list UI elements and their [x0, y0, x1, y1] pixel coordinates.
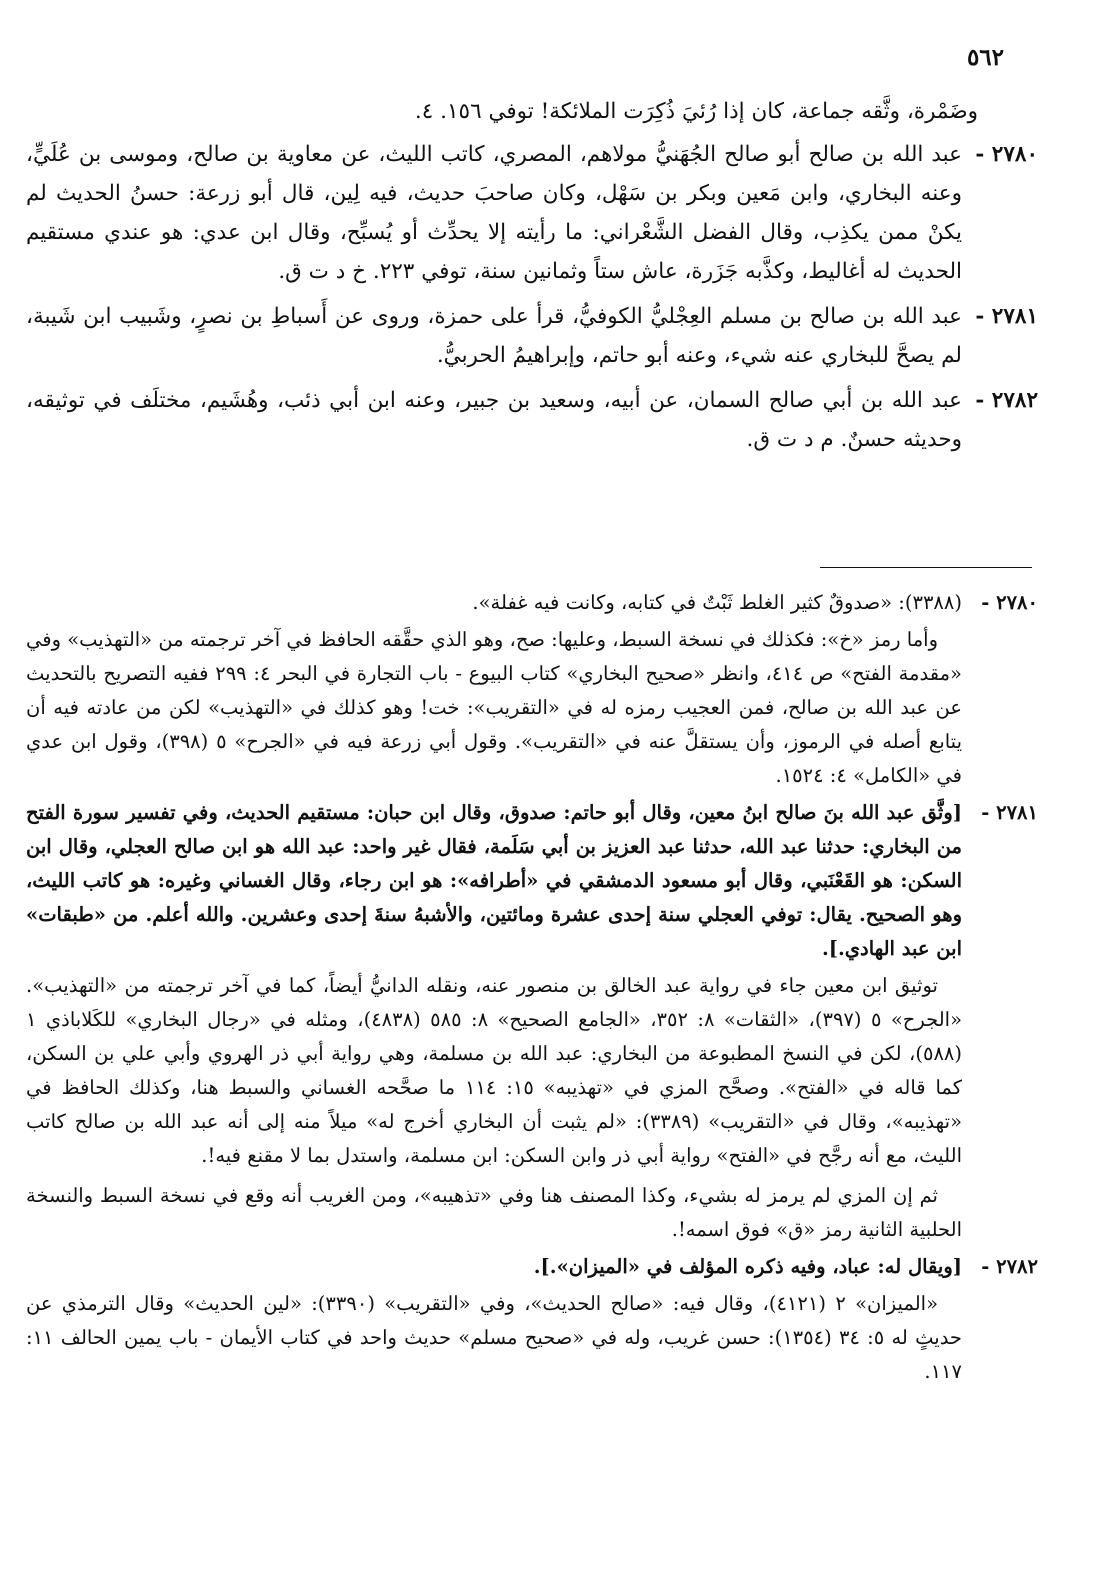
- entry-text: عبد الله بن صالح أبو صالح الجُهَنيُّ مولاهم، المصري، كاتب الليث، عن معاوية بن صالح، وموسى بن عُلَيٍّ، وعنه البخاري، وابن مَعين وبكر بن سَهْل، وكان صاحبَ حديث، فيه لِين، قال أبو زرعة: حسنُ الحديث لم يكنْ ممن يكذِب، وقال الفضل الشَّعْراني: ما رأيته إلا يحدِّث أو يُسبِّح، وقال ابن عدي: هو عندي مستقيم الحديث له أغاليط، وكذَّبه جَزَرة، عاش ستاً وثمانين سنة، توفي ٢٢٣. خ د ت ق.: [26, 142, 962, 284]
- footnote-paragraph: وأما رمز «خ»: فكذلك في نسخة السبط، وعليها: صح، وهو الذي حقَّقه الحافظ في آخر ترجمته من «التهذيب» وفي «مقدمة الفتح» ص ٤١٤، وانظر «صحيح البخاري» كتاب البيوع - باب التجارة في البحر ٤: ٢٩٩ ففيه التصريح بالتحديث عن عبد الله بن صالح، فمن العجيب رمزه له في «التقريب»: خت! وهو كذلك في «التهذيب» لكن من عادته فيه أن يتابع أصله في الرموز، وأن يستقلَّ عنه في «التقريب». وقول أبي زرعة فيه في «الجرح» ٥ (٣٩٨)، وقول ابن عدي في «الكامل» ٤: ١٥٢٤.: [26, 628, 962, 787]
- footnote-paragraph: توثيق ابن معين جاء في رواية عبد الخالق بن منصور عنه، ونقله الدانيُّ أيضاً، كما في آخر ترجمته من «التهذيب». «الجرح» ٥ (٣٩٧)، «الثقات» ٨: ٣٥٢، «الجامع الصحيح» ٨: ٥٨٥ (٤٨٣٨)، ومثله في «رجال البخاري» للكَلاباذي ١ (٥٨٨)، لكن في النسخ المطبوعة من البخاري: عبد الله بن مسلمة، وهي رواية أبي ذر الهروي وأبي علي بن السكن، كما قاله في «الفتح». وصحَّح المزي في «تهذيبه» ١٥: ١١٤ ما صحَّحه الغساني والسبط هنا، وكذلك الحافظ في «تهذيبه»، وقال في «التقريب» (٣٣٨٩): «لم يثبت أن البخاري أخرج له» ميلاً منه إلى أنه عبد الله بن صالح كاتب الليث، مع أنه رجَّح في «الفتح» رواية أبي ذر وابن السكن: ابن مسلمة، واستدل بما لا مقنع فيه!.: [26, 974, 963, 1167]
- entry-number: ٢٧٨١ -: [975, 304, 1038, 329]
- footnote-lead: [ويقال له: عباد، وفيه ذكره المؤلف في «الميزان».].: [533, 1255, 962, 1278]
- entry-number: ٢٧٨٠ -: [975, 142, 1038, 167]
- footnotes: [26, 586, 1038, 1392]
- continuation-paragraph: وضَمْرة، وثَّقه جماعة، كان إذا رُئيَ ذُكِرَت الملائكة! توفي ١٥٦. ٤.: [414, 99, 978, 124]
- entry-text: عبد الله بن أبي صالح السمان، عن أبيه، وسعيد بن جبير، وعنه ابن أبي ذئب، وهُشَيم، مختلَف في توثيقه، وحديثه حسنٌ. م د ت ق.: [26, 388, 962, 452]
- page-number: ٥٦٢: [966, 44, 1004, 71]
- main-text: [26, 92, 1038, 465]
- footnote-2780: [26, 586, 1038, 793]
- footnote-number: ٢٧٨١ -: [981, 801, 1038, 824]
- footnote-paragraph: «الميزان» ٢ (٤١٢١)، وقال فيه: «صالح الحديث»، وفي «التقريب» (٣٣٩٠): «لين الحديث» وقال الترمذي عن حديثٍ له ٥: ٣٤ (١٣٥٤): حسن غريب، وله في «صحيح مسلم» حديث واحد في كتاب الأيمان - باب يمين الحالف ١١: ١١٧.: [26, 1292, 962, 1383]
- biography-entry-2782: [26, 381, 1038, 459]
- biography-entry-2781: [26, 297, 1038, 375]
- footnote-number: ٢٧٨٠ -: [981, 591, 1038, 614]
- footnote-separator: [820, 567, 1032, 568]
- footnote-number: ٢٧٨٢ -: [981, 1255, 1038, 1278]
- footnote-lead: (٣٣٨٨): «صدوقٌ كثير الغلط ثَبْتٌ في كتابه، وكانت فيه غفلة».: [472, 591, 962, 614]
- footnote-2781: [26, 796, 1038, 1247]
- footnote-2782: [26, 1250, 1038, 1389]
- footnote-paragraph: ثم إن المزي لم يرمز له بشيء، وكذا المصنف هنا وفي «تذهيبه»، ومن الغريب أنه وقع في نسخة السبط والنسخة الحلبية الثانية رمز «ق» فوق اسمه!.: [26, 1184, 962, 1241]
- entry-number: ٢٧٨٢ -: [975, 388, 1038, 413]
- entry-text: عبد الله بن صالح بن مسلم العِجْليُّ الكوفيُّ، قرأ على حمزة، وروى عن أَسباطِ بن نصرٍ، وشَبيب ابن شَيبة، لم يصحَّ للبخاري عنه شيء، وعنه أبو حاتم، وإبراهيمُ الحربيُّ.: [26, 304, 962, 368]
- footnote-lead: [وثَّق عبد الله بنَ صالح ابنُ معين، وقال أبو حاتم: صدوق، وقال ابن حبان: مستقيم الحديث، وفي تفسير سورة الفتح من البخاري: حدثنا عبد الله، حدثنا عبد العزيز بن أبي سَلَمة، فقال غير واحد: عبد الله هو ابن صالح العجلي، وقال ابن السكن: هو القَعْنَبي، وقال أبو مسعود الدمشقي في «أطرافه»: هو ابن رجاء، وقال الغساني وغيره: هو كاتب الليث، وهو الصحيح. يقال: توفي العجلي سنة إحدى عشرة ومائتين، والأشبهُ سنةَ إحدى وعشرين. والله أعلم. من «طبقات» ابن عبد الهادي.].: [26, 801, 962, 960]
- biography-entry-2780: [26, 135, 1038, 291]
